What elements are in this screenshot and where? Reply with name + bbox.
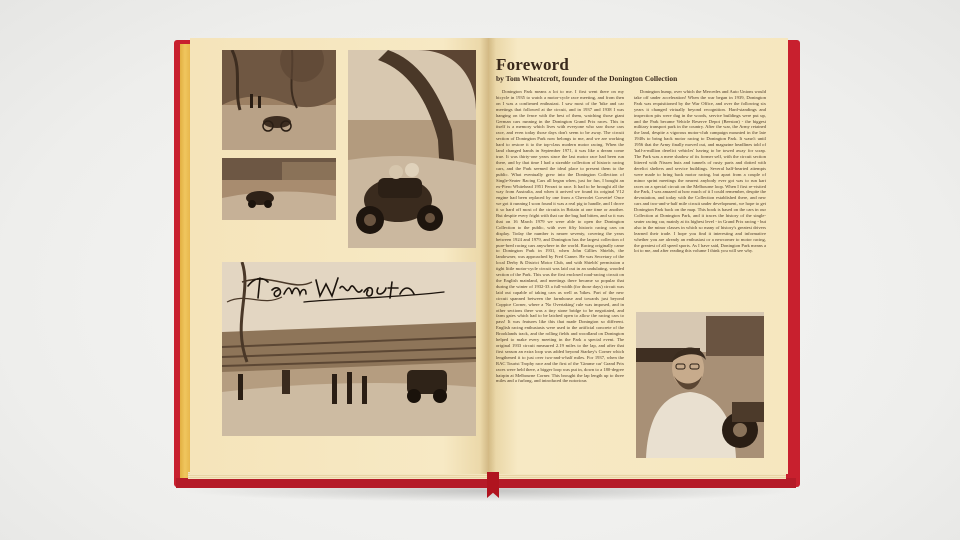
signature-handwritten	[244, 268, 454, 308]
body-paragraph: Donington hump, over which the Mercedes and Auto Unions would take off under acceleration! When the war began in 1939, Donington Park was requisitioned by the War Office, and over the following six years it changed virtually beyond recognition. Hard-standings and inspection pits were dug in the woods, service buildings were put up, and the Park became Vehicle Reserve Depot (Beeston) - the biggest military transport park in the country. After the war, the Army retained the land, despite a vigorous motor-club campaign mounted in the late 1940s to bring back motor racing to Donington Park. It wasn't until 1956 that the Army finally moved out, and magazine headlines told of 'half-a-million derelict vehicles' having to be towed away for scrap. The Park was a mere shadow of its former self, with the circuit section littered with Nissen huts and tunnels of rusty parts and dotted with derelict shelters and service buildings. Several half-hearted attempts were made to bring back motor racing, but apart from a couple of minor sprint meetings the nearest anybody ever got was to run kart races on a special circuit on the Melbourne loop. When I first re-visited the Park, I was amazed at how much of it I could remember, despite the devastation, and today with the Collection established there, and new cars and two-and-a-half mile circuit under development, we hope to get Donington Park back on the map. This book is based on the cars in our Collection at Donington Park, and it traces the history of the single-seater racing car, mainly at its highest level - in Grand Prix racing - but also in the minor classes in which so many of history's greatest drivers learned their trade. I hope you find it interesting and informative whether you are already an enthusiast or a newcomer to motor racing, the greatest of all speed sports. As I have said, Donington Park means a lot to me, and after reading this volume I think you will see why.	[634, 89, 766, 254]
text-column-1	[496, 89, 624, 469]
photo-vintage-race-car	[348, 50, 476, 248]
photo-car-racing-bend	[222, 158, 336, 220]
book-cover-bottom	[176, 478, 796, 488]
photo-tom-wheatcroft-portrait	[636, 312, 764, 458]
body-paragraph: Donington Park means a lot to me. I first went there on my bicycle in 1935 to watch a motor-cycle race meeting, and from then on I was a confirmed enthusiast. I saw most of the 'bike and car meetings that followed at the circuit, and in 1937 and 1938 I was hanging on the fence with the best of them, watching those giant German cars running in the Donington Grand Prix races. This in itself is a memory which lives with everyone who saw those cars race, and even today those days don't seem to be away. The circuit section of Donington Park now belongs to me, and we are working hard to restore it to the top-class modern motor racing. When the land changed hands in September 1971, it was like a dream come true. It was thirty-one years since the last motor race had been run there, and by that time I had a sizeable collection of historic racing cars, and the Park seemed the ideal place to present them to the public. What eventually grew into the Donington Collection of Single-Seater Racing Cars all began when, just for fun, I bought an ex-Piero Whitehead 1951 Ferrari to race. It had to be brought all the way from Australia, and when it arrived we found its original V12 engine had been replaced by one from a Chevrolet Corvette! Once we got it running I soon found it was a real pig to handle, and I drove it so hard off most of the circuits in Britain at one time or another. But despite every fright with that car the bug had bitten, and so it was that on 16 March 1979 we were able to open the Donington Collection to the public, with over fifty historic racing cars on display. Today the number is nearer seventy, covering the years between 1924 and 1979, and Donington has the largest collection of pure-bred racing cars anywhere in the world. Racing originally came to Donington Park in 1931, when John Gillies Shields, the landowner, was approached by Fred Craner. He was Secretary of the local Derby & District Motor Club, and with Shields' permission a tight little motor-cycle circuit was laid out in an undulating, wooded section of the Park. This was the first enclosed road-racing circuit on the English mainland, and meetings there became so popular that during the winter of 1932-33 a full-width (for those days) circuit was laid out capable of taking cars as well as 'bikes. Part of the new circuit spanned between the farmhouse and towards just beyond Coppice Corner, where a 'No Overtaking' rule was imposed, and in other sections there was a tiny stone bridge to be negotiated, and farm gates which had to be latched open to allow the racing cars to pass! It was features like this that made Donington so different. English racing enthusiasts were used to the artificial concrete of the Brooklands track, and the rolling fields and woodland on Donington helped to make every meeting in the Park a special event. The original 1933 circuit measured 2.19 miles to the lap, and after that first season an extra loop was added beyond Starkey's Corner which lengthened it to just over two-and-a-half miles. For 1937, when the RAC Tourist Trophy race and the first of the 'Gimme car' Grand Prix races were held there, a bigger loop was put in, down to a 180-degree hairpin at Melbourne Corner. This brought the lap length up to three miles and a furlong, and introduced the notorious	[496, 89, 624, 384]
photo-motorcycle-race	[222, 50, 336, 150]
text-column-2	[634, 89, 766, 307]
book-gutter	[480, 38, 496, 474]
byline: by Tom Wheatcroft, founder of the Donington Collection	[496, 74, 678, 83]
page-edge-gilded	[180, 44, 190, 478]
page-title: Foreword	[496, 55, 570, 74]
